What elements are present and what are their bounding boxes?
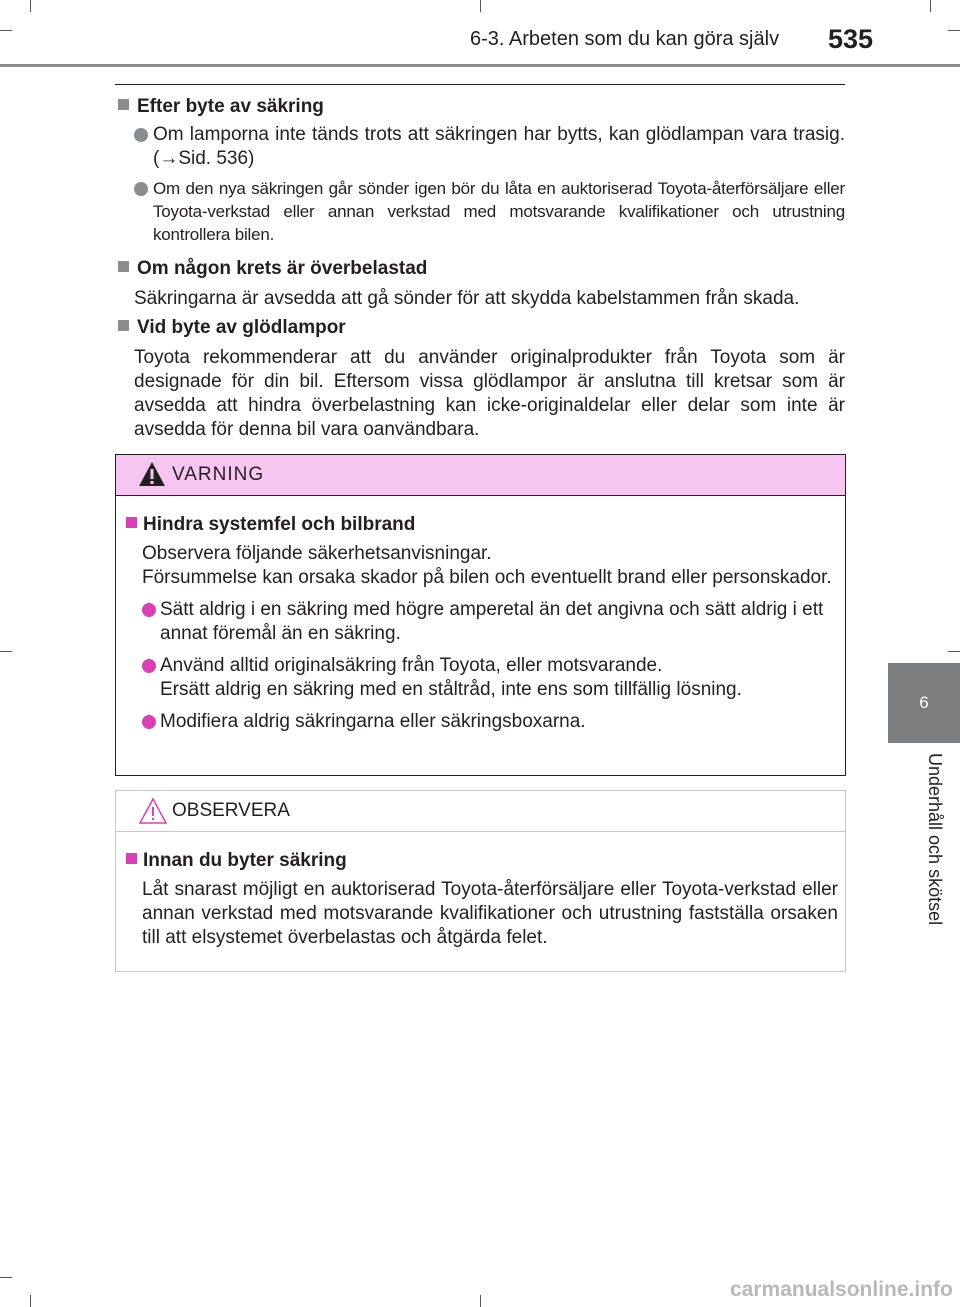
square-bullet-icon: [126, 517, 137, 528]
bullet-dot-icon: [134, 182, 148, 196]
crop-mark: [30, 0, 31, 12]
section-heading: Vid byte av glödlampor: [115, 316, 845, 340]
chapter-label: [888, 743, 960, 963]
warning-label: VARNING: [172, 464, 265, 485]
section-heading: Efter byte av säkring: [115, 95, 845, 119]
chapter-title: Underhåll och skötsel: [925, 753, 945, 926]
chapter-number: 6: [919, 693, 929, 712]
crop-mark: [930, 0, 931, 12]
section-glodlampor: [115, 316, 845, 442]
notice-box: [115, 790, 846, 972]
list-item: Sätt aldrig i en säkring med högre amperetal än det angivna och sätt aldrig i ett annat föremål än en säkring.: [126, 598, 838, 646]
crop-mark: [0, 651, 12, 652]
square-bullet-icon: [126, 853, 137, 864]
list-item: Modifiera aldrig säkringarna eller säkringsboxarna.: [126, 710, 838, 734]
square-bullet-icon: [118, 320, 129, 331]
crop-mark: [30, 1295, 31, 1307]
section-efter-byte: [115, 95, 845, 246]
bullet-dot-icon: [142, 715, 156, 729]
warning-intro-line: Observera följande säkerhetsanvisningar.: [142, 543, 492, 564]
warning-box: [115, 454, 846, 776]
list-item: Använd alltid originalsäkring från Toyota, eller motsvarande. Ersätt aldrig en säkring med en ståltråd, inte ens som tillfällig lösning.: [126, 654, 838, 702]
list-item: Om lamporna inte tänds trots att säkringen har bytts, kan glödlampan vara trasig. (→Sid. 536): [115, 123, 845, 171]
notice-content: [126, 849, 838, 950]
bullet-dot-icon: [142, 659, 156, 673]
list-item: Om den nya säkringen går sönder igen bör du låta en auktoriserad Toyota-återförsäljare eller Toyota-verkstad eller annan verkstad med motsvarande kvalifikationer och utrustning kontrollera bilen.: [115, 177, 845, 246]
crop-mark: [948, 651, 960, 652]
square-bullet-icon: [118, 261, 129, 272]
notice-header: [116, 791, 845, 832]
warning-content: [126, 513, 838, 734]
warning-triangle-icon: [138, 461, 166, 487]
caution-triangle-icon: [138, 797, 168, 825]
crop-mark: [0, 1277, 12, 1278]
bullet-dot-icon: [134, 128, 148, 142]
section-heading: Om någon krets är överbelastad: [115, 257, 845, 281]
paragraph: Toyota rekommenderar att du använder originalprodukter från Toyota som är designade för din bil. Eftersom vissa glödlampor är anslutna till kretsar som är avsedda att hindra överbelastning kan icke-originaldelar eller delar som inte är avsedda för denna bil vara oanvändbara.: [134, 347, 845, 440]
warning-header: [116, 455, 845, 496]
page-number: 535: [828, 24, 874, 54]
crop-mark: [0, 30, 12, 31]
chapter-tab: [888, 663, 960, 743]
section-overbelastad: [115, 257, 845, 311]
crop-mark: [480, 1295, 481, 1307]
crop-mark: [480, 0, 481, 12]
watermark: carmanualsonline.info: [730, 1278, 953, 1301]
warning-heading: Hindra systemfel och bilbrand: [126, 513, 838, 537]
bullet-dot-icon: [142, 603, 156, 617]
warning-intro: [126, 542, 838, 590]
notice-heading: Innan du byter säkring: [126, 849, 838, 873]
square-bullet-icon: [118, 99, 129, 110]
warning-intro-line: Försummelse kan orsaka skador på bilen och eventuellt brand eller personskador.: [142, 567, 832, 588]
content-rule: [115, 84, 845, 85]
crop-mark: [948, 30, 960, 31]
paragraph: Säkringarna är avsedda att gå sönder för att skydda kabelstammen från skada.: [134, 288, 800, 309]
notice-label: OBSERVERA: [172, 800, 290, 821]
notice-paragraph: Låt snarast möjligt en auktoriserad Toyota-återförsäljare eller Toyota-verkstad eller annan verkstad med motsvarande kvalifikationer och utrustning fastställa orsaken till att elsystemet överbelastas och åtgärda felet.: [142, 879, 838, 948]
section-title: 6-3. Arbeten som du kan göra själv: [470, 28, 780, 50]
header-rule: [0, 64, 960, 67]
